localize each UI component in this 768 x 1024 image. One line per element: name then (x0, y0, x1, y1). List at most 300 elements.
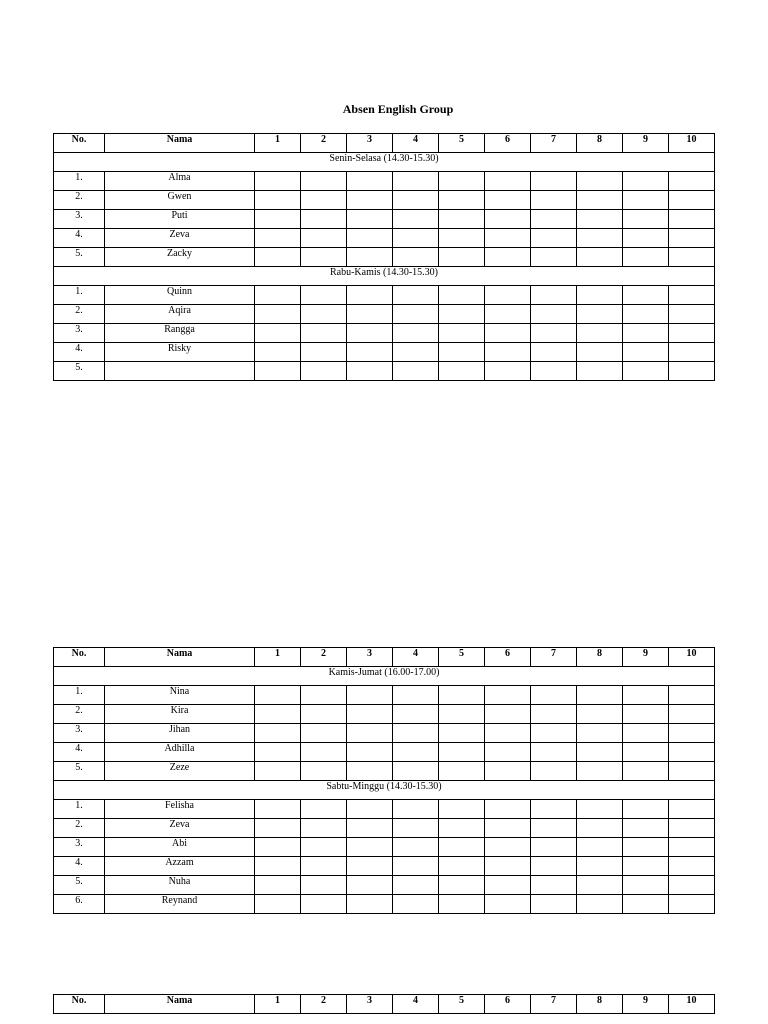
student-name: Zeva (105, 819, 255, 838)
header-day-2: 2 (301, 648, 347, 667)
header-day-10: 10 (669, 134, 715, 153)
attendance-cell[interactable] (255, 362, 301, 381)
attendance-cell[interactable] (577, 838, 623, 857)
attendance-cell[interactable] (669, 895, 715, 914)
header-no: No. (54, 995, 105, 1014)
attendance-cell[interactable] (255, 762, 301, 781)
attendance-cell[interactable] (301, 895, 347, 914)
attendance-cell[interactable] (623, 248, 669, 267)
attendance-cell[interactable] (347, 210, 393, 229)
attendance-cell[interactable] (301, 838, 347, 857)
header-day-5: 5 (439, 995, 485, 1014)
header-day-10: 10 (669, 648, 715, 667)
attendance-cell[interactable] (485, 210, 531, 229)
attendance-cell[interactable] (439, 229, 485, 248)
attendance-cell[interactable] (347, 857, 393, 876)
header-day-3: 3 (347, 995, 393, 1014)
attendance-cell[interactable] (301, 686, 347, 705)
attendance-cell[interactable] (623, 762, 669, 781)
attendance-cell[interactable] (623, 286, 669, 305)
attendance-cell[interactable] (255, 229, 301, 248)
header-day-6: 6 (485, 134, 531, 153)
attendance-cell[interactable] (485, 895, 531, 914)
attendance-cell[interactable] (485, 172, 531, 191)
attendance-cell[interactable] (347, 743, 393, 762)
header-day-8: 8 (577, 134, 623, 153)
row-number: 3. (54, 724, 105, 743)
table-row (54, 686, 715, 705)
attendance-cell[interactable] (577, 724, 623, 743)
attendance-cell[interactable] (485, 819, 531, 838)
attendance-cell[interactable] (255, 210, 301, 229)
attendance-cell[interactable] (485, 248, 531, 267)
table-row (54, 705, 715, 724)
attendance-cell[interactable] (531, 172, 577, 191)
attendance-cell[interactable] (439, 705, 485, 724)
attendance-cell[interactable] (347, 286, 393, 305)
attendance-cell[interactable] (531, 743, 577, 762)
attendance-cell[interactable] (485, 724, 531, 743)
attendance-cell[interactable] (623, 876, 669, 895)
attendance-cell[interactable] (577, 343, 623, 362)
student-name: Jihan (105, 724, 255, 743)
attendance-cell[interactable] (623, 800, 669, 819)
attendance-cell[interactable] (439, 172, 485, 191)
header-row (54, 648, 715, 667)
attendance-cell[interactable] (393, 286, 439, 305)
attendance-cell[interactable] (301, 248, 347, 267)
attendance-cell[interactable] (255, 343, 301, 362)
header-day-5: 5 (439, 134, 485, 153)
attendance-cell[interactable] (623, 838, 669, 857)
table-row (54, 838, 715, 857)
row-number: 5. (54, 248, 105, 267)
attendance-cell[interactable] (255, 705, 301, 724)
attendance-cell[interactable] (623, 191, 669, 210)
header-day-7: 7 (531, 134, 577, 153)
attendance-cell[interactable] (669, 362, 715, 381)
row-number: 2. (54, 305, 105, 324)
attendance-cell[interactable] (347, 686, 393, 705)
attendance-cell[interactable] (439, 724, 485, 743)
attendance-cell[interactable] (577, 876, 623, 895)
attendance-cell[interactable] (531, 895, 577, 914)
attendance-cell[interactable] (255, 172, 301, 191)
attendance-cell[interactable] (393, 172, 439, 191)
attendance-cell[interactable] (393, 324, 439, 343)
attendance-cell[interactable] (623, 895, 669, 914)
attendance-cell[interactable] (623, 857, 669, 876)
attendance-cell[interactable] (669, 857, 715, 876)
attendance-cell[interactable] (347, 876, 393, 895)
attendance-cell[interactable] (669, 800, 715, 819)
attendance-table-3 (53, 994, 715, 1014)
attendance-cell[interactable] (301, 191, 347, 210)
attendance-cell[interactable] (531, 362, 577, 381)
header-row (54, 995, 715, 1014)
attendance-cell[interactable] (485, 229, 531, 248)
attendance-cell[interactable] (255, 324, 301, 343)
attendance-cell[interactable] (531, 800, 577, 819)
attendance-cell[interactable] (301, 857, 347, 876)
row-number: 3. (54, 210, 105, 229)
attendance-cell[interactable] (485, 743, 531, 762)
attendance-cell[interactable] (623, 324, 669, 343)
table-row (54, 172, 715, 191)
attendance-cell[interactable] (531, 191, 577, 210)
attendance-cell[interactable] (669, 819, 715, 838)
attendance-cell[interactable] (669, 324, 715, 343)
table-row (54, 857, 715, 876)
attendance-cell[interactable] (669, 724, 715, 743)
attendance-cell[interactable] (531, 248, 577, 267)
attendance-cell[interactable] (485, 838, 531, 857)
attendance-cell[interactable] (531, 343, 577, 362)
header-day-9: 9 (623, 995, 669, 1014)
row-number: 2. (54, 705, 105, 724)
attendance-cell[interactable] (347, 229, 393, 248)
attendance-cell[interactable] (301, 819, 347, 838)
attendance-cell[interactable] (669, 343, 715, 362)
student-name: Nuha (105, 876, 255, 895)
attendance-cell[interactable] (623, 172, 669, 191)
header-day-9: 9 (623, 134, 669, 153)
attendance-cell[interactable] (485, 686, 531, 705)
attendance-cell[interactable] (439, 324, 485, 343)
attendance-cell[interactable] (485, 362, 531, 381)
attendance-cell[interactable] (439, 248, 485, 267)
attendance-cell[interactable] (393, 743, 439, 762)
student-name: Puti (105, 210, 255, 229)
attendance-cell[interactable] (301, 762, 347, 781)
header-name: Nama (105, 134, 255, 153)
attendance-cell[interactable] (347, 172, 393, 191)
student-name: Reynand (105, 895, 255, 914)
row-number: 3. (54, 838, 105, 857)
attendance-cell[interactable] (393, 762, 439, 781)
attendance-cell[interactable] (577, 229, 623, 248)
header-row (54, 134, 715, 153)
row-number: 4. (54, 229, 105, 248)
attendance-cell[interactable] (485, 762, 531, 781)
attendance-cell[interactable] (347, 191, 393, 210)
student-name: Felisha (105, 800, 255, 819)
attendance-cell[interactable] (439, 876, 485, 895)
table-row (54, 762, 715, 781)
group-row (54, 267, 715, 286)
header-no: No. (54, 648, 105, 667)
student-name: Aqira (105, 305, 255, 324)
attendance-cell[interactable] (393, 362, 439, 381)
attendance-cell[interactable] (531, 286, 577, 305)
attendance-cell[interactable] (439, 857, 485, 876)
attendance-cell[interactable] (301, 705, 347, 724)
attendance-cell[interactable] (669, 172, 715, 191)
attendance-cell[interactable] (255, 686, 301, 705)
attendance-cell[interactable] (577, 210, 623, 229)
header-day-7: 7 (531, 648, 577, 667)
attendance-cell[interactable] (669, 686, 715, 705)
student-name: Risky (105, 343, 255, 362)
attendance-cell[interactable] (623, 362, 669, 381)
table-row (54, 743, 715, 762)
attendance-cell[interactable] (669, 705, 715, 724)
attendance-cell[interactable] (393, 800, 439, 819)
attendance-cell[interactable] (669, 743, 715, 762)
student-name: Kira (105, 705, 255, 724)
student-name: Azzam (105, 857, 255, 876)
attendance-cell[interactable] (393, 210, 439, 229)
attendance-cell[interactable] (623, 724, 669, 743)
attendance-cell[interactable] (577, 705, 623, 724)
header-day-5: 5 (439, 648, 485, 667)
attendance-cell[interactable] (393, 838, 439, 857)
row-number: 1. (54, 172, 105, 191)
group-label: Senin-Selasa (14.30-15.30) (54, 153, 715, 172)
attendance-cell[interactable] (439, 286, 485, 305)
attendance-cell[interactable] (485, 800, 531, 819)
attendance-cell[interactable] (255, 876, 301, 895)
table-row (54, 286, 715, 305)
attendance-cell[interactable] (347, 724, 393, 743)
header-day-1: 1 (255, 134, 301, 153)
attendance-cell[interactable] (439, 305, 485, 324)
attendance-cell[interactable] (301, 305, 347, 324)
attendance-cell[interactable] (669, 210, 715, 229)
attendance-cell[interactable] (255, 286, 301, 305)
attendance-cell[interactable] (393, 191, 439, 210)
attendance-cell[interactable] (485, 286, 531, 305)
student-name: Gwen (105, 191, 255, 210)
table-row (54, 229, 715, 248)
row-number: 1. (54, 800, 105, 819)
attendance-cell[interactable] (577, 800, 623, 819)
attendance-cell[interactable] (577, 895, 623, 914)
attendance-cell[interactable] (301, 724, 347, 743)
group-row (54, 781, 715, 800)
attendance-cell[interactable] (577, 857, 623, 876)
header-day-1: 1 (255, 648, 301, 667)
attendance-cell[interactable] (301, 362, 347, 381)
attendance-cell[interactable] (531, 857, 577, 876)
header-day-7: 7 (531, 995, 577, 1014)
attendance-cell[interactable] (347, 762, 393, 781)
table-row (54, 724, 715, 743)
table-row (54, 362, 715, 381)
attendance-cell[interactable] (393, 857, 439, 876)
attendance-cell[interactable] (531, 229, 577, 248)
attendance-cell[interactable] (577, 762, 623, 781)
attendance-cell[interactable] (623, 743, 669, 762)
attendance-cell[interactable] (347, 705, 393, 724)
student-name: Zeze (105, 762, 255, 781)
row-number: 6. (54, 895, 105, 914)
attendance-cell[interactable] (577, 191, 623, 210)
header-day-6: 6 (485, 995, 531, 1014)
attendance-cell[interactable] (623, 229, 669, 248)
row-number: 4. (54, 857, 105, 876)
attendance-cell[interactable] (577, 362, 623, 381)
attendance-cell[interactable] (669, 762, 715, 781)
attendance-cell[interactable] (531, 305, 577, 324)
header-day-1: 1 (255, 995, 301, 1014)
attendance-cell[interactable] (393, 819, 439, 838)
attendance-cell[interactable] (439, 895, 485, 914)
attendance-cell[interactable] (439, 819, 485, 838)
table-row (54, 324, 715, 343)
attendance-cell[interactable] (623, 210, 669, 229)
attendance-cell[interactable] (439, 762, 485, 781)
attendance-cell[interactable] (255, 724, 301, 743)
header-day-10: 10 (669, 995, 715, 1014)
table-row (54, 343, 715, 362)
attendance-table-1 (53, 133, 715, 381)
attendance-cell[interactable] (623, 705, 669, 724)
attendance-cell[interactable] (669, 876, 715, 895)
attendance-cell[interactable] (393, 686, 439, 705)
attendance-cell[interactable] (669, 191, 715, 210)
student-name: Adhilla (105, 743, 255, 762)
attendance-cell[interactable] (255, 895, 301, 914)
attendance-cell[interactable] (393, 229, 439, 248)
attendance-cell[interactable] (301, 743, 347, 762)
attendance-cell[interactable] (623, 305, 669, 324)
attendance-cell[interactable] (347, 800, 393, 819)
attendance-cell[interactable] (301, 324, 347, 343)
row-number: 4. (54, 343, 105, 362)
attendance-cell[interactable] (301, 286, 347, 305)
attendance-cell[interactable] (485, 305, 531, 324)
attendance-cell[interactable] (623, 819, 669, 838)
attendance-cell[interactable] (347, 343, 393, 362)
attendance-cell[interactable] (485, 705, 531, 724)
attendance-cell[interactable] (577, 686, 623, 705)
group-label: Kamis-Jumat (16.00-17.00) (54, 667, 715, 686)
attendance-cell[interactable] (485, 857, 531, 876)
student-name: Alma (105, 172, 255, 191)
attendance-cell[interactable] (347, 324, 393, 343)
attendance-cell[interactable] (301, 876, 347, 895)
attendance-cell[interactable] (347, 895, 393, 914)
attendance-cell[interactable] (531, 686, 577, 705)
attendance-cell[interactable] (393, 724, 439, 743)
attendance-cell[interactable] (439, 191, 485, 210)
attendance-cell[interactable] (669, 286, 715, 305)
attendance-cell[interactable] (439, 362, 485, 381)
attendance-cell[interactable] (255, 248, 301, 267)
attendance-cell[interactable] (301, 172, 347, 191)
attendance-cell[interactable] (485, 343, 531, 362)
attendance-cell[interactable] (255, 191, 301, 210)
document-title: Absen English Group (342, 102, 454, 116)
attendance-cell[interactable] (301, 210, 347, 229)
attendance-cell[interactable] (531, 705, 577, 724)
table-row (54, 876, 715, 895)
attendance-cell[interactable] (531, 762, 577, 781)
table-row (54, 191, 715, 210)
header-name: Nama (105, 648, 255, 667)
attendance-cell[interactable] (623, 343, 669, 362)
attendance-cell[interactable] (577, 305, 623, 324)
header-day-9: 9 (623, 648, 669, 667)
attendance-cell[interactable] (393, 248, 439, 267)
student-name: Rangga (105, 324, 255, 343)
row-number: 5. (54, 362, 105, 381)
student-name: Zeva (105, 229, 255, 248)
attendance-cell[interactable] (255, 857, 301, 876)
attendance-cell[interactable] (485, 876, 531, 895)
attendance-cell[interactable] (669, 305, 715, 324)
attendance-cell[interactable] (531, 876, 577, 895)
attendance-table-2 (53, 647, 715, 914)
header-day-2: 2 (301, 995, 347, 1014)
attendance-cell[interactable] (347, 248, 393, 267)
attendance-cell[interactable] (669, 838, 715, 857)
attendance-cell[interactable] (393, 876, 439, 895)
row-number: 1. (54, 686, 105, 705)
row-number: 4. (54, 743, 105, 762)
attendance-cell[interactable] (577, 743, 623, 762)
group-label: Sabtu-Minggu (14.30-15.30) (54, 781, 715, 800)
attendance-cell[interactable] (439, 343, 485, 362)
table-row (54, 248, 715, 267)
header-day-4: 4 (393, 648, 439, 667)
attendance-cell[interactable] (531, 819, 577, 838)
attendance-cell[interactable] (393, 343, 439, 362)
attendance-cell[interactable] (347, 305, 393, 324)
attendance-cell[interactable] (485, 191, 531, 210)
row-number: 3. (54, 324, 105, 343)
attendance-cell[interactable] (439, 800, 485, 819)
table-row (54, 819, 715, 838)
attendance-cell[interactable] (577, 324, 623, 343)
attendance-cell[interactable] (255, 743, 301, 762)
attendance-cell[interactable] (439, 838, 485, 857)
group-row (54, 153, 715, 172)
attendance-cell[interactable] (531, 324, 577, 343)
attendance-cell[interactable] (577, 819, 623, 838)
attendance-cell[interactable] (347, 838, 393, 857)
attendance-cell[interactable] (301, 343, 347, 362)
attendance-cell[interactable] (393, 895, 439, 914)
attendance-cell[interactable] (439, 686, 485, 705)
attendance-cell[interactable] (255, 838, 301, 857)
attendance-cell[interactable] (531, 210, 577, 229)
attendance-cell[interactable] (255, 305, 301, 324)
attendance-cell[interactable] (577, 248, 623, 267)
attendance-cell[interactable] (393, 705, 439, 724)
attendance-cell[interactable] (485, 324, 531, 343)
attendance-cell[interactable] (393, 305, 439, 324)
attendance-cell[interactable] (347, 819, 393, 838)
header-day-4: 4 (393, 134, 439, 153)
student-name: Abi (105, 838, 255, 857)
attendance-cell[interactable] (347, 362, 393, 381)
attendance-cell[interactable] (255, 800, 301, 819)
attendance-cell[interactable] (623, 686, 669, 705)
attendance-cell[interactable] (301, 229, 347, 248)
attendance-cell[interactable] (255, 819, 301, 838)
attendance-cell[interactable] (439, 743, 485, 762)
attendance-cell[interactable] (669, 248, 715, 267)
attendance-cell[interactable] (577, 286, 623, 305)
attendance-cell[interactable] (669, 229, 715, 248)
attendance-cell[interactable] (531, 724, 577, 743)
attendance-cell[interactable] (531, 838, 577, 857)
attendance-cell[interactable] (301, 800, 347, 819)
attendance-cell[interactable] (439, 210, 485, 229)
attendance-cell[interactable] (577, 172, 623, 191)
